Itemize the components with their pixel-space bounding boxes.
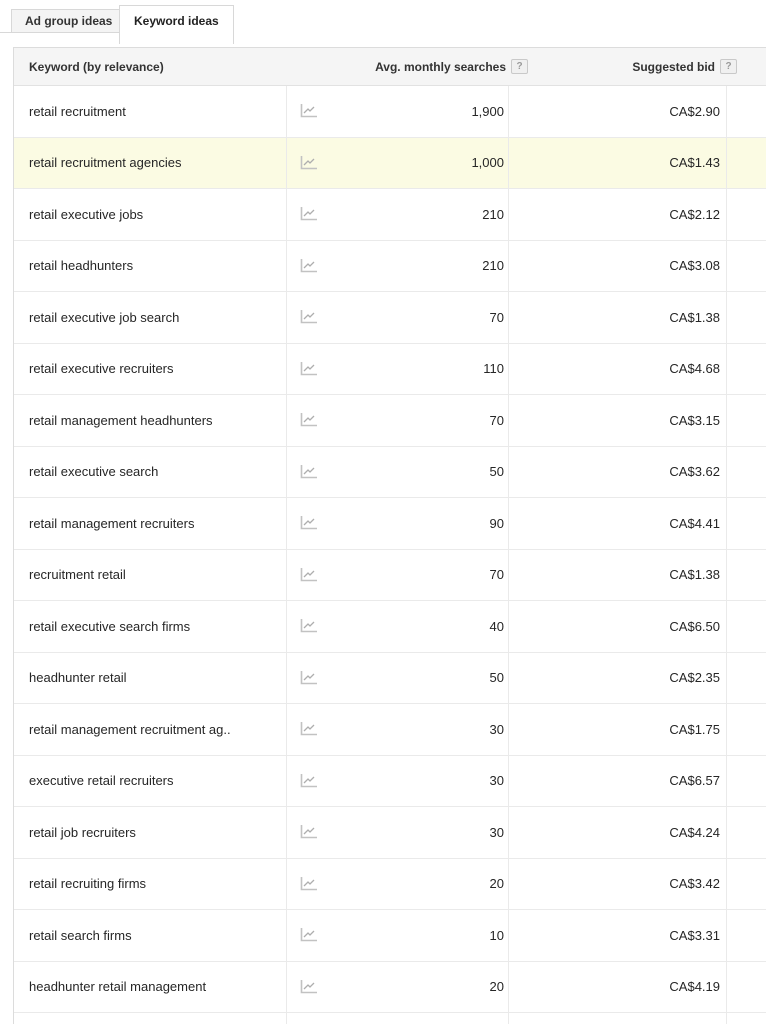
keyword-cell: retail executive search firms [14,601,287,652]
column-header-bid-label: Suggested bid [632,59,715,74]
avg-monthly-searches-value: 90 [489,515,504,531]
tab-bar [0,0,766,47]
avg-monthly-searches-value: 30 [489,824,504,840]
row-spacer [727,292,766,343]
column-header-searches [287,59,528,74]
avg-monthly-searches-value: 10 [489,927,504,943]
row-spacer [727,653,766,704]
avg-monthly-searches-value: 50 [489,670,504,686]
avg-monthly-searches-value: 40 [489,618,504,634]
row-spacer [727,395,766,446]
trend-chart-icon[interactable] [300,104,317,118]
avg-monthly-searches-value: 1,000 [471,155,504,171]
searches-cell [287,395,509,446]
searches-cell [287,807,509,858]
trend-chart-icon[interactable] [300,465,317,479]
trend-chart-icon[interactable] [300,568,317,582]
tab-keyword-ideas[interactable]: Keyword ideas [119,5,234,44]
suggested-bid-value: CA$6.50 [509,601,727,652]
trend-chart-icon[interactable] [300,825,317,839]
row-spacer [727,447,766,498]
suggested-bid-value: CA$1.38 [509,550,727,601]
suggested-bid-value: CA$3.42 [509,859,727,910]
row-spacer [727,241,766,292]
trend-chart-icon[interactable] [300,156,317,170]
searches-cell [287,86,509,137]
row-spacer [727,86,766,137]
suggested-bid-value: CA$4.24 [509,807,727,858]
suggested-bid-value: CA$4.68 [509,344,727,395]
trend-chart-icon[interactable] [300,259,317,273]
keyword-cell: retail executive recruiters [14,344,287,395]
avg-monthly-searches-value: 20 [489,876,504,892]
table-row [14,241,766,293]
row-spacer [727,498,766,549]
avg-monthly-searches-value: 70 [489,412,504,428]
trend-chart-icon[interactable] [300,207,317,221]
table-body [14,86,766,1024]
avg-monthly-searches-value: 30 [489,721,504,737]
suggested-bid-value: CA$3.31 [509,910,727,961]
searches-cell [287,241,509,292]
searches-cell [287,498,509,549]
keyword-cell [14,1013,287,1024]
searches-cell [287,910,509,961]
table-row [14,807,766,859]
avg-monthly-searches-value: 110 [483,361,504,377]
trend-chart-icon[interactable] [300,310,317,324]
keyword-cell: recruitment retail [14,550,287,601]
avg-monthly-searches-value: 30 [489,773,504,789]
table-row [14,395,766,447]
suggested-bid-value [509,1013,727,1024]
keyword-ideas-table [13,47,766,1024]
table-row [14,498,766,550]
table-row [14,292,766,344]
keyword-cell: retail executive jobs [14,189,287,240]
trend-chart-icon[interactable] [300,774,317,788]
keyword-cell: retail headhunters [14,241,287,292]
table-row [14,859,766,911]
trend-chart-icon[interactable] [300,619,317,633]
table-row [14,550,766,602]
suggested-bid-value: CA$4.41 [509,498,727,549]
searches-cell [287,704,509,755]
searches-cell [287,447,509,498]
keyword-cell: headhunter retail [14,653,287,704]
table-row [14,86,766,138]
keyword-cell: retail executive search [14,447,287,498]
suggested-bid-value: CA$4.19 [509,962,727,1013]
searches-cell [287,962,509,1013]
searches-cell [287,653,509,704]
row-spacer [727,704,766,755]
keyword-cell: retail job recruiters [14,807,287,858]
trend-chart-icon[interactable] [300,413,317,427]
table-row [14,447,766,499]
keyword-cell: retail recruitment [14,86,287,137]
row-spacer [727,138,766,189]
keyword-cell: headhunter retail management [14,962,287,1013]
trend-chart-icon[interactable] [300,980,317,994]
searches-cell [287,292,509,343]
searches-cell [287,344,509,395]
keyword-cell: executive retail recruiters [14,756,287,807]
row-spacer [727,756,766,807]
trend-chart-icon[interactable] [300,722,317,736]
trend-chart-icon[interactable] [300,928,317,942]
column-header-searches-label: Avg. monthly searches [375,59,506,74]
searches-cell [287,1013,509,1024]
keyword-cell: retail management recruitment ag.. [14,704,287,755]
trend-chart-icon[interactable] [300,671,317,685]
trend-chart-icon[interactable] [300,362,317,376]
row-spacer [727,189,766,240]
searches-cell [287,601,509,652]
row-spacer [727,962,766,1013]
row-spacer [727,1013,766,1024]
keyword-cell: retail recruiting firms [14,859,287,910]
table-row [14,756,766,808]
suggested-bid-value: CA$3.08 [509,241,727,292]
table-row [14,344,766,396]
avg-monthly-searches-value: 70 [489,567,504,583]
trend-chart-icon[interactable] [300,877,317,891]
row-spacer [727,859,766,910]
suggested-bid-value: CA$1.75 [509,704,727,755]
tab-bar-baseline [0,32,11,33]
row-spacer [727,807,766,858]
suggested-bid-value: CA$2.35 [509,653,727,704]
column-header-bid [528,59,737,74]
avg-monthly-searches-value: 210 [482,206,504,222]
searches-cell [287,189,509,240]
help-icon[interactable]: ? [720,59,737,74]
help-icon[interactable]: ? [511,59,528,74]
row-spacer [727,344,766,395]
trend-chart-icon[interactable] [300,516,317,530]
suggested-bid-value: CA$3.62 [509,447,727,498]
keyword-cell: retail search firms [14,910,287,961]
keyword-cell: retail recruitment agencies [14,138,287,189]
keyword-cell: retail management headhunters [14,395,287,446]
avg-monthly-searches-value: 1,900 [471,103,504,119]
row-spacer [727,601,766,652]
suggested-bid-value: CA$6.57 [509,756,727,807]
suggested-bid-value: CA$1.38 [509,292,727,343]
suggested-bid-value: CA$2.12 [509,189,727,240]
keyword-cell: retail executive job search [14,292,287,343]
searches-cell [287,550,509,601]
table-row [14,1013,766,1024]
avg-monthly-searches-value: 20 [489,979,504,995]
row-spacer [727,910,766,961]
table-row [14,601,766,653]
table-row [14,653,766,705]
table-row [14,962,766,1014]
keyword-cell: retail management recruiters [14,498,287,549]
suggested-bid-value: CA$3.15 [509,395,727,446]
avg-monthly-searches-value: 70 [489,309,504,325]
row-spacer [727,550,766,601]
table-row [14,189,766,241]
searches-cell [287,756,509,807]
searches-cell [287,859,509,910]
searches-cell [287,138,509,189]
tab-ad-group-ideas[interactable]: Ad group ideas [11,9,126,33]
column-header-keyword: Keyword (by relevance) [29,59,164,74]
table-header-row [14,48,766,86]
table-row [14,138,766,190]
suggested-bid-value: CA$2.90 [509,86,727,137]
table-row [14,910,766,962]
suggested-bid-value: CA$1.43 [509,138,727,189]
table-row [14,704,766,756]
avg-monthly-searches-value: 210 [482,258,504,274]
avg-monthly-searches-value: 50 [489,464,504,480]
